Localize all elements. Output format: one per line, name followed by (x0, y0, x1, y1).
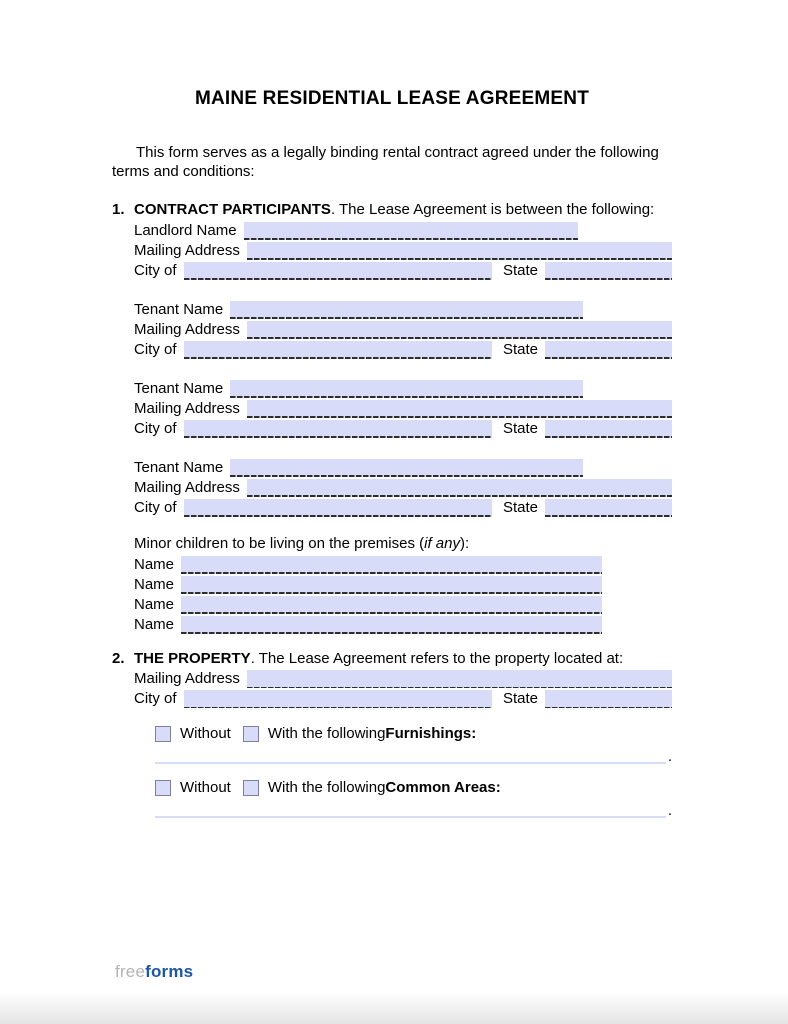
furnishings-description-wrap (155, 750, 672, 764)
landlord-mailing-address-label: Mailing Address (134, 241, 240, 259)
tenant2-city-field[interactable] (184, 420, 492, 438)
minor-child-3-row (134, 594, 672, 614)
minor-child-1-field[interactable] (181, 556, 602, 574)
property-mailing-address-field[interactable] (247, 670, 672, 688)
tenant1-mailing-address-field[interactable] (247, 321, 672, 339)
landlord-city-state-row (134, 260, 672, 280)
property-mailing-address-row (134, 668, 672, 688)
tenant3-name-row (134, 457, 672, 477)
tenant3-state-label: State (502, 498, 538, 516)
tenant1-name-label: Tenant Name (134, 300, 224, 318)
with-common-areas-checkbox[interactable] (243, 780, 259, 796)
landlord-mailing-address-row (134, 240, 672, 260)
tenant2-city-state-row (134, 418, 672, 438)
tenant1-city-state-row (134, 339, 672, 359)
intro-paragraph: This form serves as a legally binding rental contract agreed under the following terms and conditions: (112, 144, 659, 180)
minor-child-3-label: Name (134, 595, 175, 613)
minor-child-4-row (134, 614, 672, 634)
landlord-state-field[interactable] (545, 262, 672, 280)
furnishings-end-period: . (667, 748, 672, 765)
tenant3-name-field[interactable] (230, 459, 583, 477)
landlord-city-label: City of (134, 261, 177, 279)
without-common-areas-label: Without (180, 778, 231, 796)
property-state-label: State (502, 690, 538, 707)
section-2-heading: THE PROPERTY (134, 649, 251, 667)
without-furnishings-checkbox[interactable] (155, 726, 171, 742)
minor-children-if-any: if any (424, 534, 460, 552)
section-contract-participants (112, 201, 672, 634)
tenant1-city-label: City of (134, 340, 177, 358)
minor-child-2-row (134, 574, 672, 594)
with-furnishings-label: With the following (267, 724, 386, 742)
brand-forms-text: forms (145, 962, 194, 981)
section-1-number: 1. (112, 201, 125, 218)
section-the-property (112, 650, 672, 819)
page-bottom-shadow (0, 992, 788, 1024)
tenant3-city-field[interactable] (184, 499, 492, 517)
tenant3-city-state-row (134, 497, 672, 517)
property-city-field[interactable] (184, 690, 492, 708)
tenant1-city-field[interactable] (184, 341, 492, 359)
property-city-label: City of (134, 690, 177, 707)
tenant2-name-row (134, 378, 672, 398)
property-city-state-row (134, 688, 672, 708)
tenant-block-3 (134, 457, 672, 517)
tenant3-mailing-address-field[interactable] (247, 479, 672, 497)
landlord-state-label: State (502, 261, 538, 279)
tenant3-name-label: Tenant Name (134, 458, 224, 476)
without-common-areas-checkbox[interactable] (155, 780, 171, 796)
tenant2-state-field[interactable] (545, 420, 672, 438)
tenant1-mailing-address-row (134, 319, 672, 339)
without-furnishings-label: Without (180, 724, 231, 742)
minor-child-3-field[interactable] (181, 596, 602, 614)
common-areas-options-row (155, 778, 672, 798)
tenant2-mailing-address-field[interactable] (247, 400, 672, 418)
section-1-heading: CONTRACT PARTICIPANTS (134, 201, 331, 218)
tenant1-name-field[interactable] (230, 301, 583, 319)
tenant3-city-label: City of (134, 498, 177, 516)
common-areas-end-period: . (667, 802, 672, 819)
common-areas-description-field[interactable] (155, 816, 666, 818)
tenant-block-2 (134, 378, 672, 438)
property-mailing-address-label: Mailing Address (134, 670, 240, 687)
landlord-name-label: Landlord Name (134, 221, 237, 239)
tenant1-name-row (134, 299, 672, 319)
freeforms-logo (115, 962, 193, 982)
tenant3-mailing-address-label: Mailing Address (134, 478, 240, 496)
landlord-block (134, 220, 672, 280)
tenant2-name-label: Tenant Name (134, 379, 224, 397)
minor-children-label: Minor children to be living on the premises (if any): (134, 534, 470, 552)
furnishings-options-row (155, 724, 672, 744)
section-1-text: . The Lease Agreement is between the following: (330, 201, 655, 218)
tenant2-mailing-address-row (134, 398, 672, 418)
tenant2-city-label: City of (134, 419, 177, 437)
property-state-field[interactable] (545, 690, 672, 708)
common-areas-label: Common Areas: (385, 778, 501, 796)
minor-child-4-field[interactable] (181, 616, 602, 634)
furnishings-description-field[interactable] (155, 762, 666, 764)
tenant3-state-field[interactable] (545, 499, 672, 517)
landlord-mailing-address-field[interactable] (247, 242, 672, 260)
landlord-name-field[interactable] (244, 222, 578, 240)
minor-child-1-label: Name (134, 555, 175, 573)
with-common-areas-label: With the following (267, 778, 386, 796)
page-title: MAINE RESIDENTIAL LEASE AGREEMENT (194, 88, 590, 109)
section-2-text: . The Lease Agreement refers to the property located at: (250, 649, 624, 667)
minor-child-2-field[interactable] (181, 576, 602, 594)
minor-child-2-label: Name (134, 575, 175, 593)
tenant2-name-field[interactable] (230, 380, 583, 398)
tenant2-mailing-address-label: Mailing Address (134, 399, 240, 417)
section-2-number: 2. (112, 649, 125, 667)
tenant2-state-label: State (502, 419, 538, 437)
furnishings-label: Furnishings: (385, 724, 477, 742)
common-areas-description-wrap (155, 804, 672, 818)
minor-child-4-label: Name (134, 615, 175, 633)
tenant1-state-label: State (502, 340, 538, 358)
landlord-city-field[interactable] (184, 262, 492, 280)
brand-free-text: free (115, 962, 146, 981)
landlord-name-row (134, 220, 672, 240)
minor-child-1-row (134, 554, 672, 574)
tenant-block-1 (134, 299, 672, 359)
tenant3-mailing-address-row (134, 477, 672, 497)
tenant1-mailing-address-label: Mailing Address (134, 320, 240, 338)
with-furnishings-checkbox[interactable] (243, 726, 259, 742)
tenant1-state-field[interactable] (545, 341, 672, 359)
